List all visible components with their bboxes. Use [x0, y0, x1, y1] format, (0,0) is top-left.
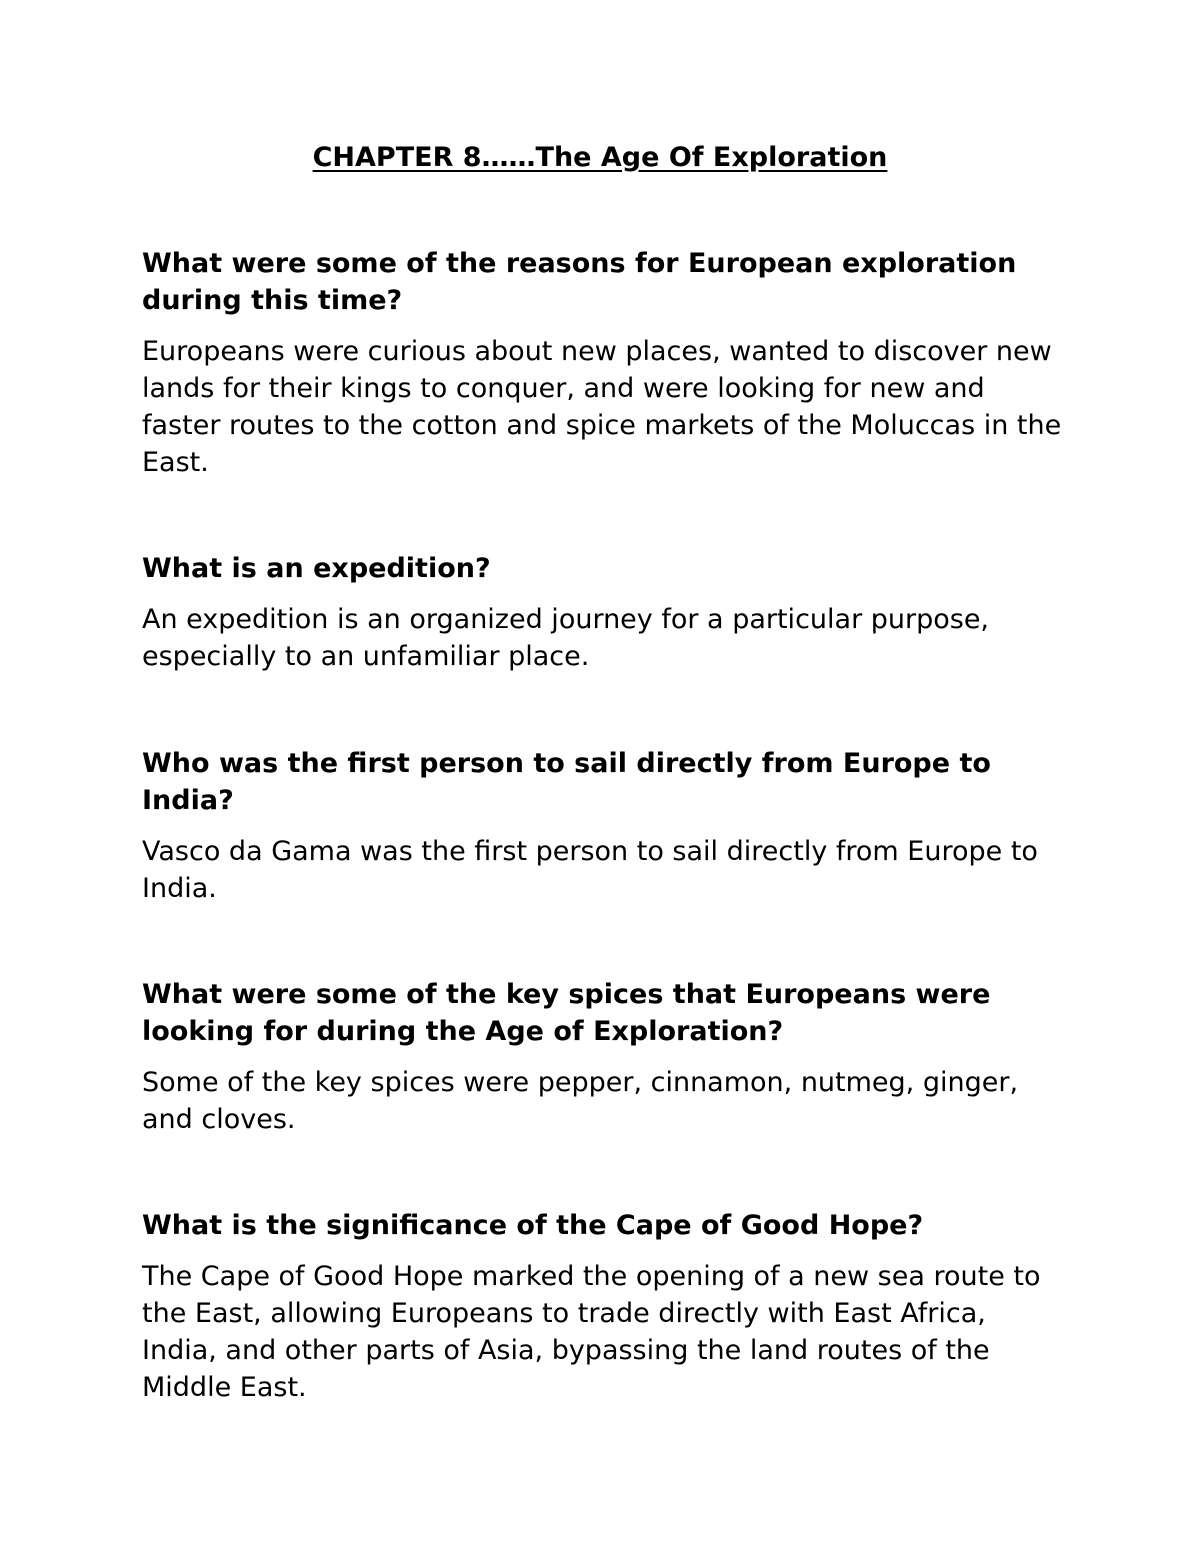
answer-text: An expedition is an organized journey for a particular purpose, especially to an unfamiliar place. [142, 604, 990, 672]
qa-section [142, 550, 1062, 675]
answer-text: The Cape of Good Hope marked the opening of a new sea route to the East, allowing Europeans to trade directly with East Africa, India, and other parts of Asia, bypassing the land routes of the Middle East. [142, 1261, 1041, 1403]
question-heading: What were some of the reasons for European exploration during this time? [142, 248, 1017, 316]
question-heading: What is an expedition? [142, 553, 491, 584]
question-heading: What were some of the key spices that Europeans were looking for during the Age of Exploration? [142, 979, 991, 1047]
qa-section [142, 245, 1062, 481]
qa-section [142, 745, 1062, 907]
qa-section [142, 976, 1062, 1138]
answer-text: Some of the key spices were pepper, cinnamon, nutmeg, ginger, and cloves. [142, 1067, 1019, 1135]
answer-text: Vasco da Gama was the first person to sail directly from Europe to India. [142, 836, 1038, 904]
answer-text: Europeans were curious about new places, wanted to discover new lands for their kings to conquer, and were looking for new and faster routes to the cotton and spice markets of the Moluccas in the East. [142, 336, 1062, 478]
qa-section [142, 1207, 1062, 1406]
question-heading: What is the significance of the Cape of Good Hope? [142, 1210, 924, 1241]
question-heading: Who was the first person to sail directly from Europe to India? [142, 748, 991, 816]
chapter-title: CHAPTER 8……The Age Of Exploration [312, 142, 888, 173]
